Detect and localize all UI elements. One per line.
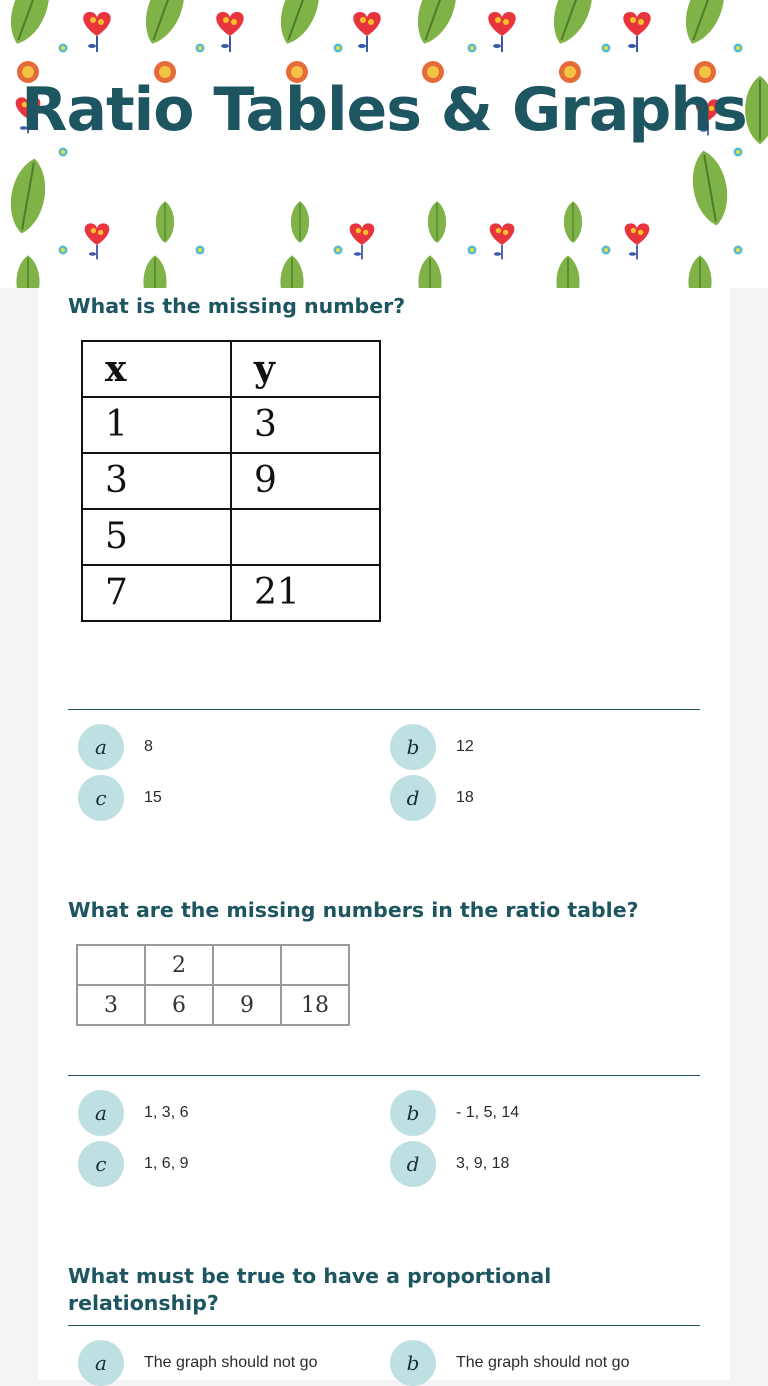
table-cell-missing [77,945,145,985]
leaf-icon [16,255,39,288]
question-2-option-a[interactable] [78,1090,188,1136]
leaf-icon [136,0,193,49]
option-text: 12 [456,738,474,755]
leaf-icon [428,201,446,243]
table-header-y: y [231,341,380,397]
table-cell-missing [231,509,380,565]
table-cell: 7 [82,565,231,621]
leaf-icon [156,201,174,243]
option-text: 1, 3, 6 [144,1104,189,1121]
heart-flower-icon [353,12,380,52]
question-3-option-a[interactable] [78,1340,317,1386]
heart-flower-icon [216,12,243,52]
table-cell-missing [281,945,349,985]
table-cell: 9 [213,985,281,1025]
table-cell: 6 [145,985,213,1025]
table-cell-missing [213,945,281,985]
leaf-icon [280,255,303,288]
option-text: 1, 6, 9 [144,1155,189,1172]
leaf-icon [418,255,441,288]
heart-flower-icon [488,12,515,52]
option-letter-badge: d [390,775,436,821]
option-letter-badge: c [78,1141,124,1187]
question-1-option-d[interactable] [390,775,474,821]
option-text: 15 [144,789,162,806]
heart-flower-icon [625,223,650,259]
heart-flower-icon [490,223,515,259]
leaf-icon [544,0,601,49]
table-row [82,341,380,397]
table-cell: 3 [77,985,145,1025]
worksheet-card [38,288,730,1380]
table-row [77,945,349,985]
small-flower-icon [334,44,343,53]
small-flower-icon [468,44,477,53]
option-letter-badge: d [390,1141,436,1187]
small-flower-icon [734,44,743,53]
option-text: The graph should not go [456,1354,630,1371]
small-flower-icon [59,44,68,53]
heart-flower-icon [350,223,375,259]
leaf-icon [1,0,58,49]
small-flower-icon [734,148,743,157]
table-row [82,397,380,453]
leaf-icon [408,0,465,49]
leaf-icon [688,255,711,288]
question-3-prompt: What must be true to have a proportional relationship? [68,1264,552,1315]
divider [68,1325,700,1326]
question-2-option-c[interactable] [78,1141,188,1187]
leaf-icon [556,255,579,288]
leaf-icon [676,0,733,49]
table-cell: 5 [82,509,231,565]
small-flower-icon [196,44,205,53]
table-cell: 1 [82,397,231,453]
option-text: The graph should not go [144,1354,318,1371]
small-flower-icon [59,148,68,157]
heart-flower-icon [623,12,650,52]
table-cell: 3 [82,453,231,509]
leaf-icon [271,0,328,49]
small-flower-icon [602,246,611,255]
table-row [77,985,349,1025]
option-letter-badge: b [390,724,436,770]
question-1-table [81,340,381,622]
heart-flower-icon [83,12,110,52]
table-cell: 9 [231,453,380,509]
option-text: - 1, 5, 14 [456,1104,520,1121]
page-title: Ratio Tables & Graphs [21,75,747,145]
table-cell: 3 [231,397,380,453]
option-letter-badge: c [78,775,124,821]
option-text: 8 [144,738,153,755]
question-1-option-a[interactable] [78,724,153,770]
small-flower-icon [468,246,477,255]
question-2-option-b[interactable] [390,1090,519,1136]
small-flower-icon [59,246,68,255]
leaf-icon [291,201,309,243]
leaf-icon [687,148,733,229]
small-flower-icon [734,246,743,255]
option-text: 18 [456,789,474,806]
table-cell: 21 [231,565,380,621]
table-cell: 18 [281,985,349,1025]
header-banner [0,0,768,288]
option-letter-badge: a [78,724,124,770]
option-letter-badge: a [78,1090,124,1136]
small-flower-icon [196,246,205,255]
small-flower-icon [602,44,611,53]
option-letter-badge: b [390,1090,436,1136]
table-header-x: x [82,341,231,397]
table-row [82,509,380,565]
divider [68,1075,700,1076]
table-row [82,565,380,621]
leaf-icon [143,255,166,288]
small-flower-icon [334,246,343,255]
question-1-option-b[interactable] [390,724,474,770]
question-2-ratio-table [76,944,350,1026]
leaf-icon [5,156,51,237]
question-1-option-c[interactable] [78,775,162,821]
leaf-icon [564,201,582,243]
question-3-option-b[interactable] [390,1340,629,1386]
question-2-prompt: What are the missing numbers in the ratio table? [68,898,639,922]
question-2-option-d[interactable] [390,1141,509,1187]
question-1-prompt: What is the missing number? [68,294,406,318]
heart-flower-icon [85,223,110,259]
divider [68,709,700,710]
option-letter-badge: a [78,1340,124,1386]
option-letter-badge: b [390,1340,436,1386]
option-text: 3, 9, 18 [456,1155,510,1172]
table-row [82,453,380,509]
table-cell: 2 [145,945,213,985]
